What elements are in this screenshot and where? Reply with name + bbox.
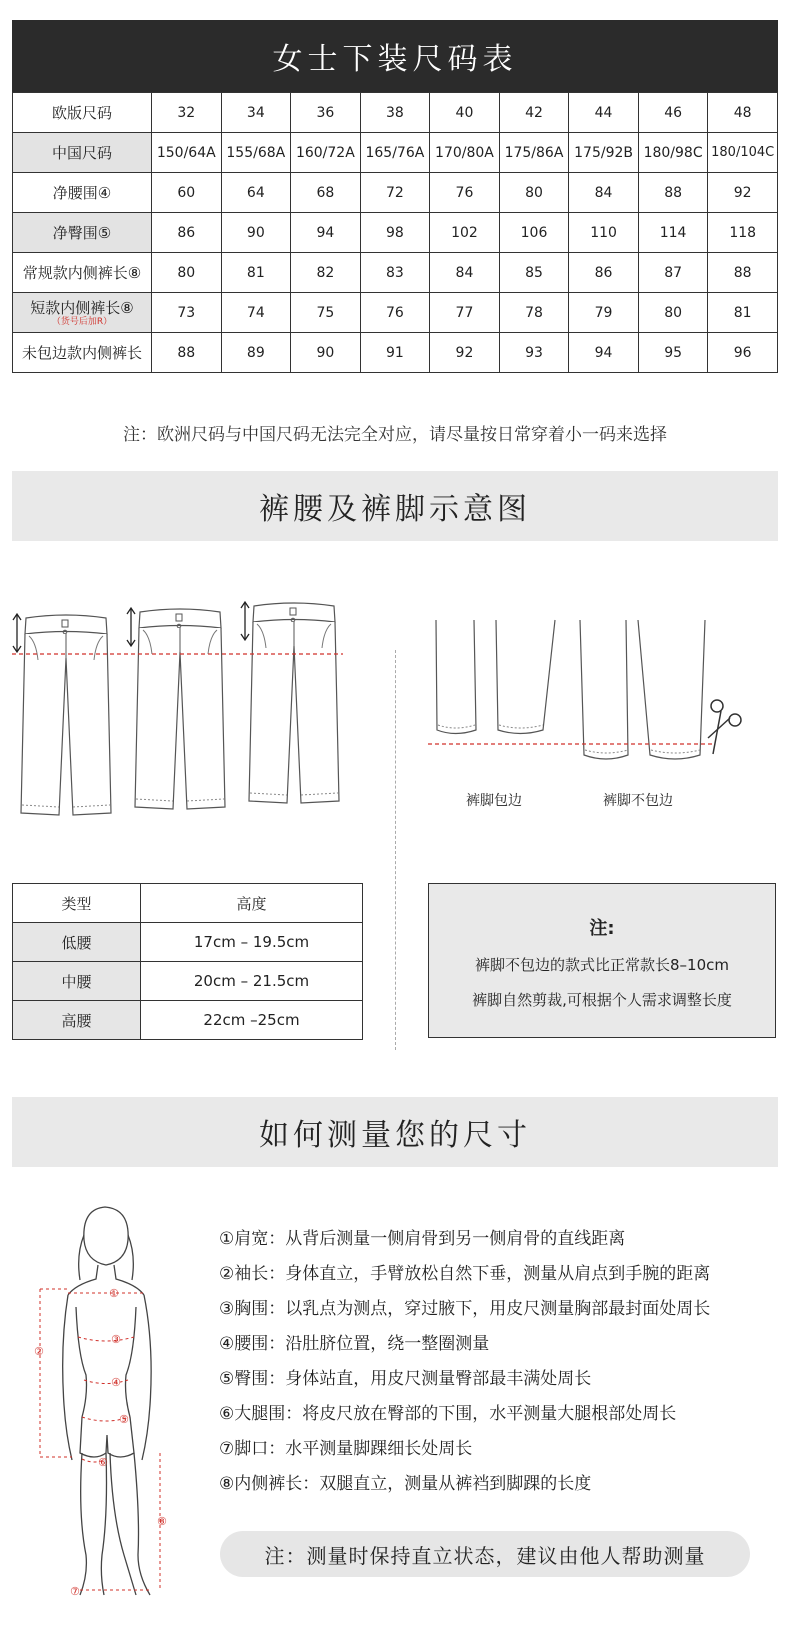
size-row-label-text: 未包边款内侧裤长: [21, 343, 142, 362]
size-cell: 96: [708, 333, 778, 373]
size-cell: 80: [152, 253, 222, 293]
measure-item: ⑦脚口：水平测量脚踝细长处周长: [219, 1439, 473, 1459]
size-cell: 87: [638, 253, 708, 293]
marker-1: ①: [109, 1287, 119, 1300]
size-cell: 150/64A: [152, 133, 222, 173]
size-cell: 79: [569, 293, 639, 333]
rise-type: 中腰: [13, 962, 141, 1001]
low-rise-pant: [21, 615, 111, 815]
size-cell: 81: [708, 293, 778, 333]
measure-item: ⑥大腿围：将皮尺放在臀部的下围，水平测量大腿根部处周长: [219, 1404, 677, 1424]
measure-item: ①肩宽：从背后测量一侧肩骨到另一侧肩骨的直线距离: [219, 1229, 626, 1249]
size-row-label-text: 短款内侧裤长⑧: [30, 298, 134, 317]
size-cell: 68: [291, 173, 361, 213]
size-cell: 32: [152, 93, 222, 133]
unhemmed-legs: [580, 620, 705, 759]
size-cell: 93: [499, 333, 569, 373]
size-row-label: [13, 93, 152, 133]
rise-height: 20cm – 21.5cm: [141, 962, 363, 1001]
size-cell: 84: [430, 253, 500, 293]
size-cell: 76: [360, 293, 430, 333]
size-cell: 76: [430, 173, 500, 213]
size-row-label: [13, 133, 152, 173]
size-cell: 110: [569, 213, 639, 253]
size-row-label-text: 净腰围④: [52, 183, 112, 202]
size-cell: 95: [638, 333, 708, 373]
size-cell: 60: [152, 173, 222, 213]
size-cell: 175/86A: [499, 133, 569, 173]
size-row-label: [13, 253, 152, 293]
size-cell: 84: [569, 173, 639, 213]
hemmed-label: 裤脚包边: [466, 793, 522, 809]
size-cell: 40: [430, 93, 500, 133]
rise-table: [12, 883, 363, 1040]
size-cell: 165/76A: [360, 133, 430, 173]
rise-type: 低腰: [13, 923, 141, 962]
waist-section-title: 裤腰及裤脚示意图: [12, 471, 778, 541]
unhemmed-label: 裤脚不包边: [603, 793, 673, 809]
size-cell: 92: [430, 333, 500, 373]
size-row: [13, 253, 778, 293]
size-cell: 175/92B: [569, 133, 639, 173]
measure-item: ⑤臀围：身体站直，用皮尺测量臀部最丰满处周长: [219, 1369, 592, 1389]
size-cell: 89: [221, 333, 291, 373]
size-row-label: [13, 293, 152, 333]
section-divider: [395, 650, 396, 1050]
size-cell: 74: [221, 293, 291, 333]
double-arrow-icon: [127, 608, 135, 646]
size-cell: 86: [152, 213, 222, 253]
size-cell: 85: [499, 253, 569, 293]
size-cell: 73: [152, 293, 222, 333]
size-cell: 80: [638, 293, 708, 333]
size-row-sublabel: （货号后加R）: [51, 316, 113, 327]
size-cell: 155/68A: [221, 133, 291, 173]
size-row: [13, 213, 778, 253]
size-cell: 83: [360, 253, 430, 293]
rise-height: 22cm –25cm: [141, 1001, 363, 1040]
measure-item: ④腰围：沿肚脐位置，绕一整圈测量: [219, 1334, 490, 1354]
size-cell: 86: [569, 253, 639, 293]
double-arrow-icon: [13, 614, 21, 652]
size-cell: 180/98C: [638, 133, 708, 173]
size-chart-note: 注：欧洲尺码与中国尺码无法完全对应，请尽量按日常穿着小一码来选择: [123, 425, 667, 445]
size-row: [13, 333, 778, 373]
hem-note-line: 裤脚不包边的款式比正常款长8–10cm: [475, 956, 729, 974]
size-cell: 80: [499, 173, 569, 213]
hem-note-line: 裤脚自然剪裁,可根据个人需求调整长度: [472, 991, 732, 1009]
size-cell: 42: [499, 93, 569, 133]
size-chart-table: [12, 92, 778, 373]
size-cell: 90: [221, 213, 291, 253]
size-cell: 102: [430, 213, 500, 253]
scissors-icon: [708, 700, 741, 754]
size-cell: 170/80A: [430, 133, 500, 173]
marker-3: ③: [111, 1333, 121, 1346]
size-row-label-text: 常规款内侧裤长⑧: [22, 263, 142, 282]
size-cell: 44: [569, 93, 639, 133]
size-cell: 38: [360, 93, 430, 133]
hemmed-legs: [436, 620, 555, 734]
size-chart-title: 女士下装尺码表: [12, 20, 778, 92]
mid-rise-pant: [135, 609, 225, 809]
size-cell: 91: [360, 333, 430, 373]
size-cell: 48: [708, 93, 778, 133]
marker-6: ⑥: [98, 1456, 108, 1469]
marker-8: ⑧: [157, 1515, 167, 1528]
size-cell: 46: [638, 93, 708, 133]
size-cell: 94: [291, 213, 361, 253]
rise-header-height: 高度: [141, 884, 363, 923]
size-cell: 106: [499, 213, 569, 253]
size-cell: 64: [221, 173, 291, 213]
size-row-label-text: 中国尺码: [51, 143, 112, 162]
marker-7: ⑦: [70, 1585, 80, 1598]
double-arrow-icon: [241, 602, 249, 640]
body-figure: [20, 1195, 195, 1605]
size-cell: 78: [499, 293, 569, 333]
measure-item: ⑧内侧裤长：双腿直立，测量从裤裆到脚踝的长度: [219, 1474, 592, 1494]
measure-section-title: 如何测量您的尺寸: [12, 1097, 778, 1167]
measure-item: ②袖长：身体直立，手臂放松自然下垂，测量从肩点到手腕的距离: [219, 1264, 711, 1284]
marker-5: ⑤: [119, 1413, 129, 1426]
size-cell: 94: [569, 333, 639, 373]
marker-2: ②: [34, 1345, 44, 1358]
size-row-label-text: 净臀围⑤: [52, 223, 112, 242]
size-cell: 75: [291, 293, 361, 333]
size-cell: 36: [291, 93, 361, 133]
size-cell: 180/104C: [708, 133, 778, 173]
size-cell: 81: [221, 253, 291, 293]
size-cell: 88: [708, 253, 778, 293]
measure-item: ③胸围：以乳点为测点，穿过腋下，用皮尺测量胸部最封面处周长: [219, 1299, 711, 1319]
rise-type: 高腰: [13, 1001, 141, 1040]
size-cell: 88: [638, 173, 708, 213]
size-cell: 118: [708, 213, 778, 253]
size-cell: 114: [638, 213, 708, 253]
size-cell: 88: [152, 333, 222, 373]
size-cell: 98: [360, 213, 430, 253]
size-row: [13, 93, 778, 133]
rise-height: 17cm – 19.5cm: [141, 923, 363, 962]
size-row-label: [13, 173, 152, 213]
measure-final-note: 注：测量时保持直立状态，建议由他人帮助测量: [220, 1531, 750, 1577]
size-row: [13, 133, 778, 173]
size-row-label-text: 欧版尺码: [51, 103, 112, 122]
size-cell: 34: [221, 93, 291, 133]
measure-list: [219, 1228, 710, 1508]
size-row-label: [13, 333, 152, 373]
size-row: [13, 293, 778, 333]
size-row: [13, 173, 778, 213]
size-row-label: [13, 213, 152, 253]
size-cell: 90: [291, 333, 361, 373]
rise-header-type: 类型: [13, 884, 141, 923]
size-cell: 82: [291, 253, 361, 293]
hem-note-box: [428, 883, 776, 1038]
size-cell: 77: [430, 293, 500, 333]
size-cell: 92: [708, 173, 778, 213]
high-rise-pant: [249, 603, 339, 803]
size-cell: 72: [360, 173, 430, 213]
marker-4: ④: [111, 1376, 121, 1389]
hem-note-title: 注:: [589, 918, 615, 939]
size-cell: 160/72A: [291, 133, 361, 173]
